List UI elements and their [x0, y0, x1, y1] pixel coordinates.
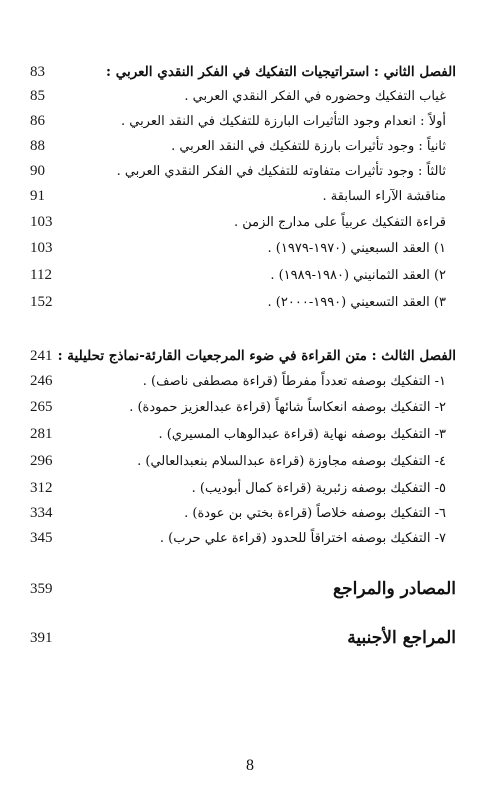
toc-entry-text: ١) العقد السبعيني (١٩٧٠-١٩٧٩) . — [267, 240, 446, 256]
toc-entry — [30, 109, 456, 133]
toc-page-number: 152 — [30, 293, 53, 310]
toc-page-number: 91 — [30, 187, 45, 204]
toc-entry-text: ثالثاً : وجود تأثيرات متفاوته للتفكيك في الفكر النقدي العربي . — [116, 163, 446, 179]
toc-entry — [30, 476, 456, 500]
toc-entry-text: ٧- التفكيك بوصفه اختراقاً للحدود (قراءة علي حرب) . — [159, 530, 446, 546]
toc-page-number: 345 — [30, 529, 53, 546]
toc-entry — [30, 290, 456, 314]
toc-entry-text: ٦- التفكيك بوصفه خلاصاً (قراءة بختي بن عودة) . — [184, 505, 446, 521]
toc-entry-text: الفصل الثاني : استراتيجيات التفكيك في الفكر النقدي العربي : — [106, 64, 456, 80]
toc-page-number: 265 — [30, 398, 53, 415]
toc-entry-text: غياب التفكيك وحضوره في الفكر النقدي العربي . — [184, 88, 446, 104]
toc-entry — [30, 184, 456, 208]
toc-page-number: 103 — [30, 239, 53, 256]
toc-page-number: 103 — [30, 213, 53, 230]
toc-entry-text: ٤- التفكيك بوصفه مجاوزة (قراءة عبدالسلام بنعبدالعالي) . — [137, 453, 446, 469]
toc-entry — [30, 369, 456, 393]
toc-page-number: 281 — [30, 425, 53, 442]
toc-entry-text: الفصل الثالث : متن القراءة في ضوء المرجعيات القارئة-نماذج تحليلية : — [57, 348, 456, 364]
toc-page-number: 90 — [30, 162, 45, 179]
toc-entry — [30, 449, 456, 473]
toc-entry-text: ثانياً : وجود تأثيرات بارزة للتفكيك في النقد العربي . — [171, 138, 446, 154]
toc-entry — [30, 501, 456, 525]
page-number: 8 — [246, 757, 254, 774]
toc-entry-text: ٢- التفكيك بوصفه انعكاساً شائهاً (قراءة عبدالعزيز حمودة) . — [129, 399, 446, 415]
toc-entry — [30, 84, 456, 108]
toc-page-number: 85 — [30, 87, 45, 104]
toc-page-number: 88 — [30, 137, 45, 154]
toc-entry-text: أولاً : انعدام وجود التأثيرات البارزة للتفكيك في النقد العربي . — [120, 113, 446, 129]
toc-page-number: 246 — [30, 372, 53, 389]
toc-entry-chapter-3 — [30, 344, 456, 368]
toc-entry — [30, 134, 456, 158]
toc-entry — [30, 210, 456, 234]
toc-entry — [30, 159, 456, 183]
toc-page-number: 83 — [30, 63, 45, 80]
toc-entry-text: مناقشة الآراء السابقة . — [322, 188, 446, 204]
toc-page-number: 86 — [30, 112, 45, 129]
toc-entry-text: ٥- التفكيك بوصفه زئبرية (قراءة كمال أبوديب) . — [191, 480, 446, 496]
toc-entry — [30, 422, 456, 446]
toc-page-number: 296 — [30, 452, 53, 469]
toc-entry — [30, 395, 456, 419]
toc-entry-text: المصادر والمراجع — [333, 579, 456, 599]
toc-page-number: 391 — [30, 629, 53, 646]
toc-entry-text: ٣- التفكيك بوصفه نهاية (قراءة عبدالوهاب المسيري) . — [158, 426, 446, 442]
toc-entry-text: ٢) العقد الثمانيني (١٩٨٠-١٩٨٩) . — [270, 267, 446, 283]
toc-entry-text: ٣) العقد التسعيني (١٩٩٠-٢٠٠٠) . — [267, 294, 446, 310]
toc-entry-text: المراجع الأجنبية — [347, 628, 456, 648]
toc-entry-text: قراءة التفكيك عربياً على مدارج الزمن . — [234, 214, 446, 230]
toc-page-number: 334 — [30, 504, 53, 521]
toc-entry-text: ١- التفكيك بوصفه تعدداً مفرطاً (قراءة مصطفى ناصف) . — [142, 373, 446, 389]
toc-page-number: 312 — [30, 479, 53, 496]
toc-entry-foreign-references — [30, 623, 456, 653]
toc-entry — [30, 526, 456, 550]
toc-entry-references — [30, 574, 456, 604]
toc-entry — [30, 263, 456, 287]
toc-page-number: 359 — [30, 580, 53, 597]
toc-page-number: 112 — [30, 266, 52, 283]
toc-entry-chapter-2 — [30, 60, 456, 84]
toc-page-number: 241 — [30, 347, 53, 364]
toc-entry — [30, 236, 456, 260]
